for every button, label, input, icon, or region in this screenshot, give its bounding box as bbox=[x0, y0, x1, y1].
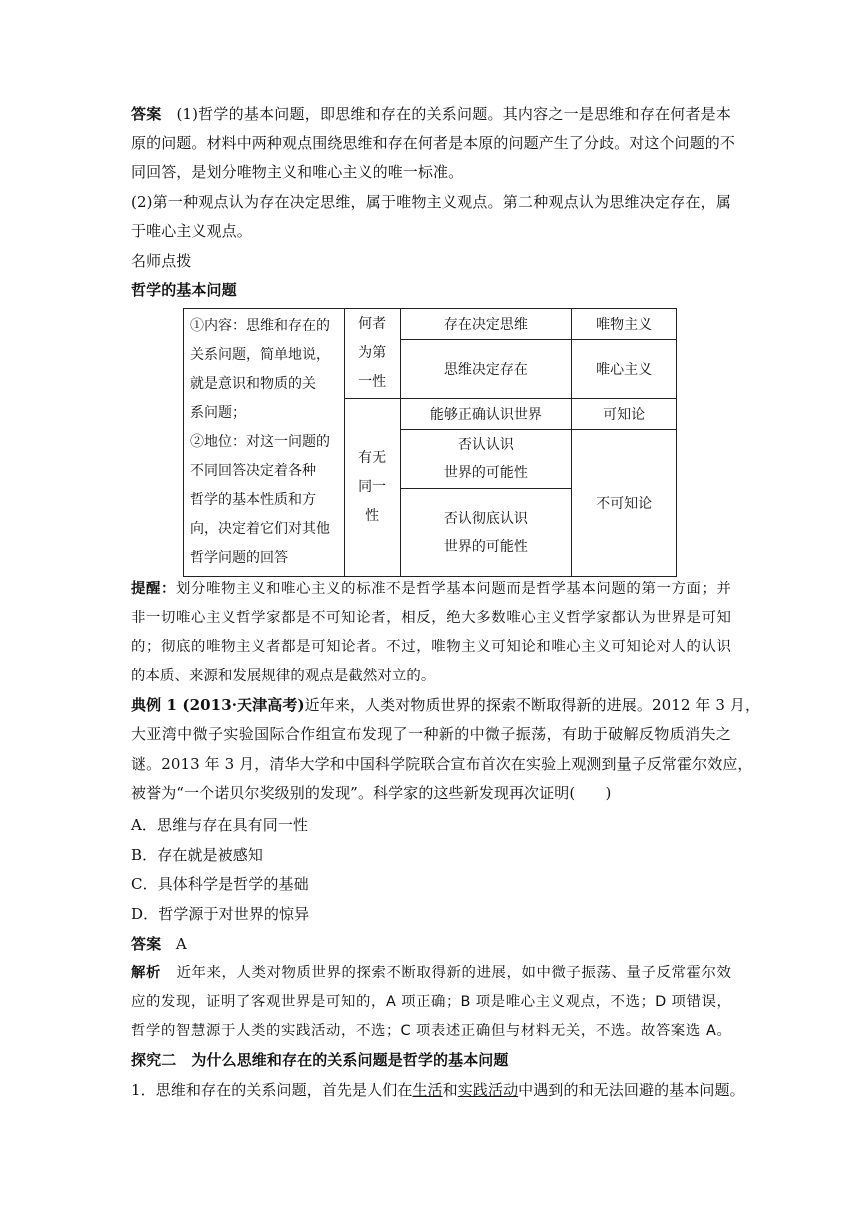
analysis-line2: 应的发现，证明了客观世界是可知的，A 项正确；B 项是唯心主义观点，不选；D 项错误， bbox=[131, 994, 731, 1010]
example-label: 典例 1 (2013·天津高考) bbox=[131, 696, 305, 714]
inquiry-heading: 探究二 为什么思维和存在的关系问题是哲学的基本问题 bbox=[131, 1051, 509, 1069]
example-line2: 大亚湾中微子实验国际合作组宣布发现了一种新的中微子振荡，有助于破解反物质消失之 bbox=[131, 725, 731, 743]
analysis-line1: 解析 近年来，人类对物质世界的探索不断取得新的进展，如中微子振荡、量子反常霍尔效 bbox=[131, 965, 732, 981]
cell-agnosticism: 不可知论 bbox=[572, 430, 677, 577]
analysis-label: 解析 bbox=[131, 965, 161, 981]
reminder-line2: 非一切唯心主义哲学家都是不可知论者，相反，绝大多数唯心主义哲学家都认为世界是可知 bbox=[131, 610, 731, 626]
option-a: A．思维与存在具有同一性 bbox=[131, 816, 309, 834]
inquiry-item1: 1．思维和存在的关系问题，首先是人们在生活和实践活动中遇到的和无法回避的基本问题。 bbox=[131, 1081, 745, 1099]
philosophy-table bbox=[183, 308, 677, 577]
tips-heading: 名师点拨 bbox=[131, 252, 192, 270]
option-b: B．存在就是被感知 bbox=[131, 846, 263, 864]
answer1-line2: 原的问题。材料中两种观点围绕思维和存在何者是本原的问题产生了分歧。对这个问题的不 bbox=[131, 134, 736, 152]
answer2-label: 答案 bbox=[131, 935, 162, 953]
option-d: D．哲学源于对世界的惊异 bbox=[131, 905, 310, 923]
cell-thinking-determines: 思维决定存在 bbox=[400, 340, 572, 399]
identity-cell: 有无 同一 性 bbox=[344, 399, 400, 577]
example-line4: 被誉为“一个诺贝尔奖级别的发现”。科学家的这些新发现再次证明( ) bbox=[131, 784, 612, 802]
answer1-line5: 于唯心主义观点。 bbox=[131, 222, 252, 240]
answer1-line1: 答案 (1)哲学的基本问题，即思维和存在的关系问题。其内容之一是思维和存在何者是本 bbox=[131, 105, 732, 123]
option-c: C．具体科学是哲学的基础 bbox=[131, 875, 309, 893]
answer1-line3: 同回答，是划分唯物主义和唯心主义的唯一标准。 bbox=[131, 163, 464, 181]
analysis-line3: 哲学的智慧源于人类的实践活动，不选；C 项表述正确但与材料无关，不选。故答案选 A。 bbox=[131, 1023, 731, 1039]
cell-knowability: 可知论 bbox=[572, 399, 677, 430]
tips-subheading: 哲学的基本问题 bbox=[131, 281, 237, 299]
reminder-line3: 的；彻底的唯物主义者都是可知论者。不过，唯物主义可知论和唯心主义可知论对人的认识 bbox=[131, 639, 731, 655]
first-nature-cell: 何者 为第 一性 bbox=[344, 309, 400, 399]
cell-existence-determines: 存在决定思维 bbox=[400, 309, 572, 340]
example-line1: 典例 1 (2013·天津高考)近年来，人类对物质世界的探索不断取得新的进展。2012 年 3 月， bbox=[131, 696, 761, 714]
answer2-line bbox=[131, 934, 731, 954]
answer1-line4: (2)第一种观点认为存在决定思维，属于唯物主义观点。第二种观点认为思维决定存在，属 bbox=[131, 193, 731, 211]
reminder-label: 提醒： bbox=[131, 581, 177, 597]
answer2-value: A bbox=[175, 935, 187, 953]
example-line3: 谜。2013 年 3 月，清华大学和中国科学院联合宣布首次在实验上观测到量子反常霍尔效应， bbox=[131, 755, 753, 773]
cell-materialism: 唯物主义 bbox=[572, 309, 677, 340]
answer-label: 答案 bbox=[131, 105, 162, 123]
cell-deny-full-knowing: 否认彻底认识 世界的可能性 bbox=[400, 489, 572, 577]
cell-can-know: 能够正确认识世界 bbox=[400, 399, 572, 430]
cell-deny-knowing: 否认认识 世界的可能性 bbox=[400, 430, 572, 489]
reminder-line1: 提醒：划分唯物主义和唯心主义的标准不是哲学基本问题而是哲学基本问题的第一方面；并 bbox=[131, 581, 731, 597]
content-cell: ①内容：思维和存在的 关系问题，简单地说， 就是意识和物质的关 系问题； ②地位：对这一问题的 不同回答决定着各种 哲学的基本性质和方 向，决定着它们对其他 哲学问题的回答 bbox=[184, 309, 345, 577]
reminder-line4: 的本质、来源和发展规律的观点是截然对立的。 bbox=[131, 668, 436, 684]
cell-idealism: 唯心主义 bbox=[572, 340, 677, 399]
